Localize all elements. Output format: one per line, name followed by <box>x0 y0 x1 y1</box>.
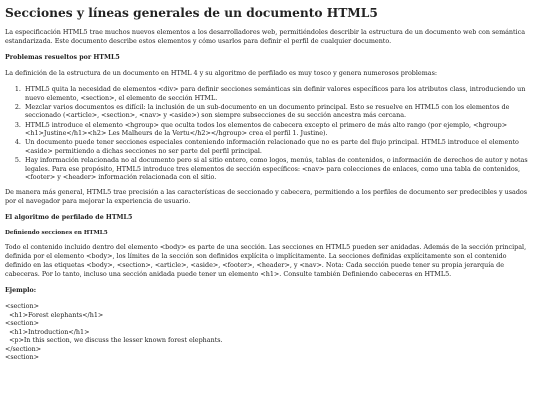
problems-list <box>5 85 534 182</box>
code-line: </section> <box>5 344 42 353</box>
problems-intro-paragraph: La definición de la estructura de un documento en HTML 4 y su algoritmo de perfilado es muy tosco y genera numerosos problemas: <box>5 69 438 77</box>
code-line: <section> <box>5 319 39 328</box>
algorithm-heading: El algoritmo de perfilado de HTML5 <box>5 213 133 221</box>
code-line: <section> <box>5 301 39 310</box>
page-title: Secciones y líneas generales de un documento HTML5 <box>5 6 378 20</box>
code-line: <h1>Introduction</h1> <box>5 327 90 336</box>
problem-item-4: 4. Un documento puede tener secciones especiales conteniendo información relacionado que no es parte del flujo principal. HTML5 introduce el elemento <aside> permitiendo a dichas secciones no ser parte del perfil principal. <box>23 138 534 155</box>
code-line: <section> <box>5 353 39 362</box>
code-example <box>5 302 534 362</box>
defining-sections-paragraph: Todo el contenido incluido dentro del elemento <body> es parte de una sección. Las secciones en HTML5 pueden ser anidadas. Además de la sección principal, definida por el elemento <body>, los límites de la sección son definidos explícita o implícitamente. La secciones definidas explícitamente son el contenido definido en las etiquetas <body>, <section>, <article>, <aside>, <footer>, <header>, y <nav>. Nota: Cada sección puede tener su propia jerarquía de cabeceras. Por lo tanto, incluso una sección anidada puede tener un elemento <h1>. Consulte también Definiendo cabeceras en HTML5. <box>5 242 527 278</box>
defining-sections-heading: Definiendo secciones en HTML5 <box>5 229 108 236</box>
problem-item-2: 2. Mezclar varios documentos es difícil: la inclusión de un sub-documento en un documento principal. Esto se resuelve en HTML5 con los elementos de seccionado (<article>, <section>, <nav> y <aside>) son siempre subsecciones de su sección ancestra más cercana. <box>23 103 534 120</box>
code-line: <h1>Forest elephants</h1> <box>5 310 104 319</box>
problem-item-1: 1. HTML5 quita la necesidad de elementos <div> para definir secciones semánticas sin definir valores específicos para los atributos class, introduciendo un nuevo elemento, <section>, el elemento de sección HTML. <box>23 85 534 102</box>
problems-heading: Problemas resueltos por HTML5 <box>5 54 120 61</box>
problem-item-5: 5. Hay información relacionada no al documento pero si al sitio entero, como logos, menús, tablas de contenidos, o información de derechos de autor y notas legales. Para ese propósito, HTML5 introduce tres elementos de sección específicos: <nav> para colecciones de enlaces, como una tabla de contenidos, <footer> y <header> información relacionada con el sitio. <box>23 156 534 182</box>
example-label: Ejemplo: <box>5 286 37 294</box>
intro-paragraph: La especificación HTML5 trae muchos nuevos elementos a los desarrolladores web, permitiéndoles describir la estructura de un documento web con semántica estandarizada. Este documento describe estos elementos y cómo usarlos para definir el perfil de cualquier documento. <box>5 28 526 45</box>
code-line: <p>In this section, we discuss the lesser known forest elephants. <box>5 336 223 345</box>
problem-item-3: 3. HTML5 introduce el elemento <hgroup> que oculta todos los elementos de cabecera excepto el primero de más alto rango (por ejemplo, <hgroup><h1>Justine</h1><h2> Les Malheurs de la Vertu</h2></hgroup> crea el perfil 1. Justine). <box>23 121 534 138</box>
summary-paragraph: De manera más general, HTML5 trae precisión a las características de seccionado y cabecera, permitiendo a los perfiles de documento ser predecibles y usados por el navegador para mejorar la experiencia de usuario. <box>5 187 528 205</box>
